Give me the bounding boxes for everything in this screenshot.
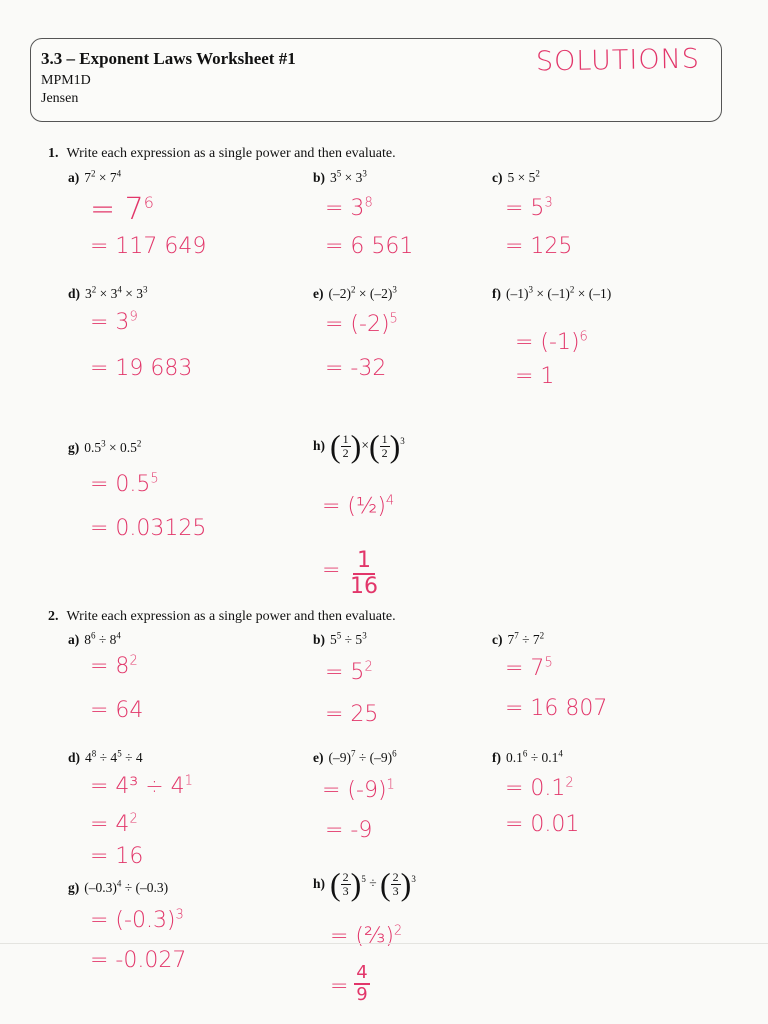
answer-exponent: 2 <box>364 659 373 675</box>
teacher-name: Jensen <box>41 91 79 106</box>
answer-exponent: 4 <box>385 493 395 509</box>
fraction-denominator: 9 <box>356 984 368 1005</box>
answer-1d-power <box>90 310 138 335</box>
answer-2c-power <box>505 656 553 681</box>
answer-1g-value: = 0.03125 <box>90 516 207 541</box>
answer-text: = 7 <box>90 192 144 227</box>
answer-text: = 0.5 <box>90 472 151 497</box>
problem-label: d) <box>68 750 81 765</box>
answer-1h-eq: = <box>322 558 341 583</box>
answer-text: = (-1) <box>515 330 580 355</box>
problem-label: g) <box>68 880 80 895</box>
problem-label: e) <box>313 750 324 765</box>
problem-1a: a) $7^2 \times 7^4$ <box>68 168 122 185</box>
problem-label: e) <box>313 286 324 301</box>
answer-text: = 3 <box>90 310 130 335</box>
answer-2a-value: = 64 <box>90 698 144 723</box>
question-text: Write each expression as a single power and then evaluate. <box>66 609 396 624</box>
answer-1f-value: = 1 <box>515 364 555 389</box>
problem-1c: c) $5 \times 5^2$ <box>492 168 540 185</box>
answer-text: = (-9) <box>322 778 387 803</box>
problem-label: c) <box>492 170 503 185</box>
answer-exponent: 9 <box>129 309 138 325</box>
answer-1f-power <box>515 330 588 355</box>
question-number: 2. <box>48 609 59 624</box>
problem-label: d) <box>68 286 81 301</box>
question-number: 1. <box>48 146 59 161</box>
answer-text: = 0.1 <box>505 776 566 801</box>
answer-2d-step1 <box>90 774 193 799</box>
answer-text: = 8 <box>90 654 130 679</box>
answer-exponent: 5 <box>389 311 398 327</box>
answer-1d-value: = 19 683 <box>90 356 193 381</box>
problem-1d: d) $3^2 \times 3^4 \times 3^3$ <box>68 284 148 301</box>
answer-2d-power <box>90 812 138 837</box>
answer-text: = (-2) <box>325 312 390 337</box>
answer-1a-power <box>90 192 154 227</box>
problem-2c: c) $7^7 \div 7^2$ <box>492 630 545 647</box>
answer-1e-power <box>325 312 398 337</box>
answer-exponent: 8 <box>364 195 373 211</box>
problem-label: h) <box>313 875 326 891</box>
answer-2d-value: = 16 <box>90 844 144 869</box>
answer-2h-value <box>354 964 370 1004</box>
answer-text: = (⅔) <box>330 924 394 949</box>
answer-1b-power <box>325 196 373 221</box>
question-2 <box>48 609 396 625</box>
page-divider <box>0 943 768 944</box>
answer-exponent: 3 <box>175 907 184 923</box>
problem-label: h) <box>313 437 326 453</box>
answer-1e-value: = -32 <box>325 356 387 381</box>
problem-1h: h) ( $\frac{1}{2}$ )×( $\frac{1}{2}$ )$^3$ <box>313 428 405 464</box>
answer-exponent: 2 <box>129 811 138 827</box>
answer-exponent: 2 <box>129 653 138 669</box>
fraction-denominator: 16 <box>350 574 378 599</box>
answer-exponent: 2 <box>565 775 574 791</box>
problem-label: g) <box>68 440 80 455</box>
answer-exponent: 3 <box>544 195 553 211</box>
answer-text: = (½) <box>322 494 386 519</box>
answer-text: = 4³ ÷ 4 <box>90 774 185 799</box>
problem-2a: a) $8^6 \div 8^4$ <box>68 630 121 647</box>
answer-exponent: 5 <box>544 655 553 671</box>
question-text: Write each expression as a single power and then evaluate. <box>66 146 396 161</box>
problem-2g: g) $(-0.3)^4 \div (-0.3)$ <box>68 878 169 895</box>
problem-2d: d) $4^8 \div 4^5 \div 4$ <box>68 748 143 765</box>
answer-text: = 3 <box>325 196 365 221</box>
answer-text: = 5 <box>505 196 545 221</box>
answer-2f-value: = 0.01 <box>505 812 580 837</box>
fraction-numerator: 4 <box>356 962 368 983</box>
answer-2e-value: = -9 <box>325 818 373 843</box>
worksheet-title: 3.3 – Exponent Laws Worksheet #1 <box>41 49 296 68</box>
problem-2e: e) $(-9)^7 \div (-9)^6$ <box>313 748 397 765</box>
problem-label: f) <box>492 750 501 765</box>
answer-1a-value: = 117 649 <box>90 234 207 259</box>
answer-exponent: 6 <box>579 329 588 345</box>
answer-2e-power <box>322 778 395 803</box>
answer-exponent: 1 <box>184 773 193 789</box>
problem-2h: h) ( $\frac{2}{3}$ )$^5$ ÷ ( $\frac{2}{3}$ )$^3$ <box>313 866 416 902</box>
answer-2g-value: = -0.027 <box>90 948 187 973</box>
answer-2c-value: = 16 807 <box>505 696 608 721</box>
answer-text: = 5 <box>325 660 365 685</box>
answer-2b-value: = 25 <box>325 702 379 727</box>
question-1 <box>48 146 396 162</box>
answer-2f-power <box>505 776 574 801</box>
solutions-stamp: SOLUTIONS <box>535 43 701 78</box>
course-code: MPM1D <box>41 73 91 88</box>
answer-2h-power <box>330 924 402 949</box>
answer-text: = (-0.3) <box>90 908 176 933</box>
answer-1h-power <box>322 494 394 519</box>
problem-2b: b) $5^5 \div 5^3$ <box>313 630 367 647</box>
answer-2h-eq: = <box>330 974 349 999</box>
problem-1g: g) $0.5^3 \times 0.5^2$ <box>68 438 142 455</box>
answer-1c-value: = 125 <box>505 234 573 259</box>
answer-exponent: 2 <box>393 923 403 939</box>
answer-exponent: 5 <box>150 471 159 487</box>
answer-2a-power <box>90 654 138 679</box>
header-box <box>30 38 722 122</box>
answer-text: = 7 <box>505 656 545 681</box>
problem-label: b) <box>313 632 326 647</box>
fraction-numerator: 1 <box>357 548 371 573</box>
problem-1e: e) $(-2)^2 \times (-2)^3$ <box>313 284 397 301</box>
problem-1b: b) $3^5 \times 3^3$ <box>313 168 367 185</box>
problem-label: a) <box>68 632 80 647</box>
problem-label: a) <box>68 170 80 185</box>
problem-label: f) <box>492 286 501 301</box>
answer-1b-value: = 6 561 <box>325 234 414 259</box>
problem-label: c) <box>492 632 503 647</box>
answer-1g-power <box>90 472 159 497</box>
answer-2b-power <box>325 660 373 685</box>
answer-exponent: 6 <box>143 193 154 212</box>
problem-1f: f) $(-1)^3 \times (-1)^2 \times (-1)$ <box>492 284 612 301</box>
answer-2g-power <box>90 908 184 933</box>
answer-1h-value <box>350 550 378 598</box>
problem-label: b) <box>313 170 326 185</box>
answer-exponent: 1 <box>386 777 395 793</box>
answer-text: = 4 <box>90 812 130 837</box>
answer-1c-power <box>505 196 553 221</box>
problem-2f: f) $0.1^6 \div 0.1^4$ <box>492 748 563 765</box>
